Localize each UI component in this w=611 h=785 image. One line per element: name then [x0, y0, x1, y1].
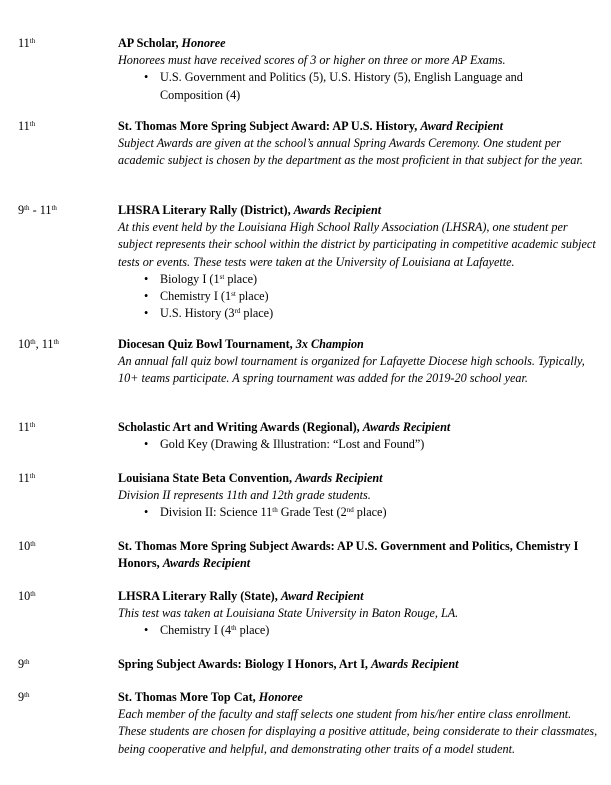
- award-title: Diocesan Quiz Bowl Tournament, 3x Champion: [118, 337, 364, 351]
- award-description: Each member of the faculty and staff selects one student from his/her entire class enrollment. These students are chosen for displaying a positive attitude, being considerate to their classmates, being cooperative and helpful, and demonstrating other traits of a model student.: [118, 707, 598, 756]
- award-bullet-list: [118, 436, 598, 453]
- award-description: An annual fall quiz bowl tournament is organized for Lafayette Diocese high schools. Typically, 10+ teams participate. A spring tournament was added for the 2019-20 school year.: [118, 354, 585, 386]
- award-title: St. Thomas More Spring Subject Award: AP U.S. History, Award Recipient: [118, 119, 504, 133]
- grade-label: 11th: [18, 36, 36, 50]
- award-description: At this event held by the Louisiana High School Rally Association (LHSRA), one student per subject represents their school within the district by participating in competitive academic subject tests or events. These tests were taken at the University of Louisiana at Lafayette.: [118, 220, 596, 269]
- award-bullet-list: [118, 69, 598, 103]
- list-item: • U.S. Government and Politics (5), U.S. History (5), English Language and Composition (4): [118, 69, 598, 103]
- grade-label: 10th: [18, 539, 36, 553]
- grade-label: 9th: [18, 657, 30, 671]
- award-bullet-list: [118, 504, 598, 521]
- award-bullet-list: [118, 622, 598, 639]
- list-item: • Division II: Science 11th Grade Test (2nd place): [118, 504, 598, 521]
- grade-label: 11th: [18, 471, 36, 485]
- award-title: LHSRA Literary Rally (District), Awards Recipient: [118, 203, 382, 217]
- list-item: • Chemistry I (1st place): [118, 288, 598, 305]
- award-description: Subject Awards are given at the school’s annual Spring Awards Ceremony. One student per academic subject is chosen by the department as the most proficient in that subject for the year.: [118, 136, 583, 168]
- grade-label: 9th - 11th: [18, 203, 57, 217]
- award-title: St. Thomas More Spring Subject Awards: AP U.S. Government and Politics, Chemistry I Honors, Awards Recipient: [118, 539, 579, 571]
- award-title: Louisiana State Beta Convention, Awards Recipient: [118, 471, 383, 485]
- grade-label: 11th: [18, 420, 36, 434]
- award-description: This test was taken at Louisiana State University in Baton Rouge, LA.: [118, 606, 459, 621]
- list-item: • Chemistry I (4th place): [118, 622, 598, 639]
- list-item: • U.S. History (3rd place): [118, 305, 598, 322]
- award-bullet-list: [118, 271, 598, 323]
- list-item: • Gold Key (Drawing & Illustration: “Lost and Found”): [118, 436, 598, 453]
- award-title: Scholastic Art and Writing Awards (Regional), Awards Recipient: [118, 420, 451, 434]
- award-title: Spring Subject Awards: Biology I Honors, Art I, Awards Recipient: [118, 657, 459, 671]
- grade-label: 11th: [18, 119, 36, 133]
- award-title: St. Thomas More Top Cat, Honoree: [118, 690, 303, 704]
- grade-label: 10th: [18, 589, 36, 603]
- grade-label: 10th, 11th: [18, 337, 59, 351]
- award-title: AP Scholar, Honoree: [118, 36, 226, 50]
- award-description: Division II represents 11th and 12th grade students.: [118, 488, 371, 503]
- grade-label: 9th: [18, 690, 30, 704]
- award-title: LHSRA Literary Rally (State), Award Recipient: [118, 589, 364, 603]
- list-item: • Biology I (1st place): [118, 271, 598, 288]
- award-description: Honorees must have received scores of 3 or higher on three or more AP Exams.: [118, 53, 506, 68]
